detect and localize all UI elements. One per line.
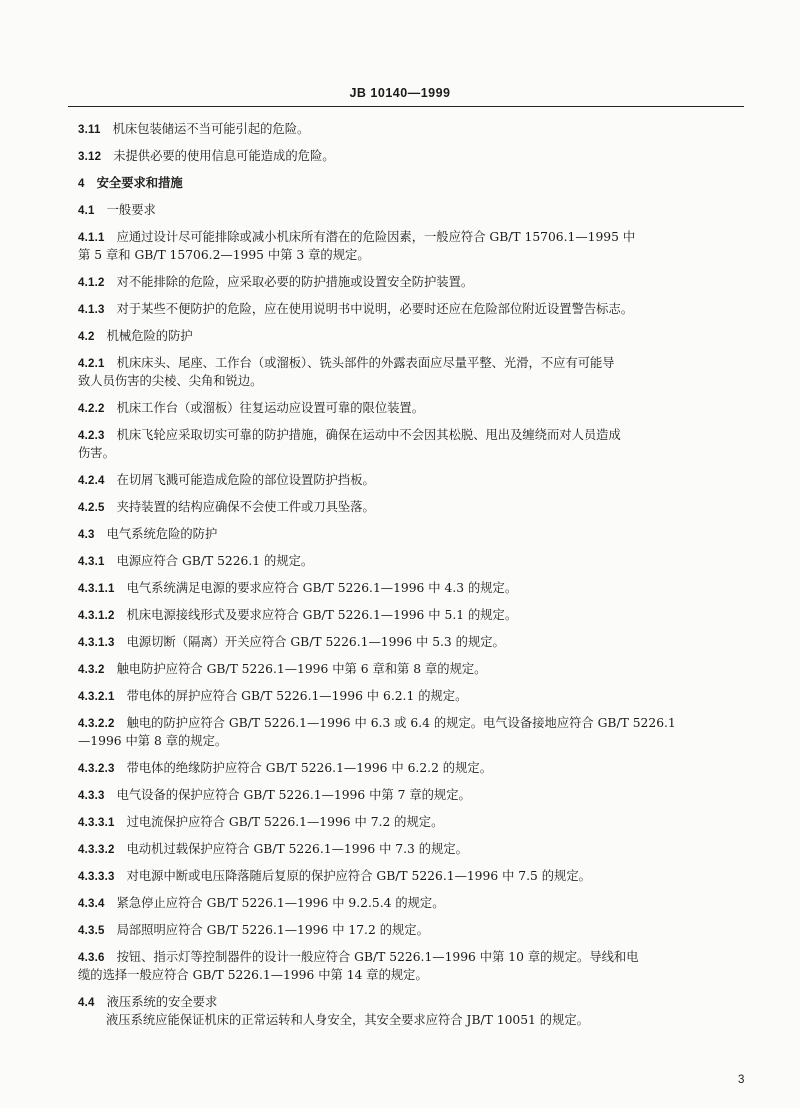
clause-text: 电气系统满足电源的要求应符合 GB/T 5226.1—1996 中 4.3 的规定。 [126,581,518,595]
clause-text: 对电源中断或电压降落随后复原的保护应符合 GB/T 5226.1—1996 中 7.5 的规定。 [126,869,591,883]
clause-text: 液压系统应能保证机床的正常运转和人身安全，其安全要求应符合 JB/T 10051 的规定。 [106,1013,589,1027]
clause-continuation [78,966,748,984]
clause-text: 第 5 章和 GB/T 15706.2—1995 中第 3 章的规定。 [78,248,370,262]
clause-text: 缆的选择一般应符合 GB/T 5226.1—1996 中第 14 章的规定。 [78,968,428,982]
clause-continuation [78,732,748,750]
clause-continuation [78,1011,748,1029]
clause-text: 对不能排除的危险，应采取必要的防护措施或设置安全防护装置。 [116,275,474,289]
clause-text: 伤害。 [78,446,115,460]
clause-text: —1996 中第 8 章的规定。 [78,734,228,748]
clause-text: 液压系统的安全要求 [106,995,218,1009]
clause-text: 带电体的屏护应符合 GB/T 5226.1—1996 中 6.2.1 的规定。 [126,689,468,703]
document-body [78,120,748,1038]
clause-number: 4.3.3.3 [78,871,115,883]
clause-number: 4 [78,178,85,190]
clause-line [78,786,748,813]
clause-text: 机床电源接线形式及要求应符合 GB/T 5226.1—1996 中 5.1 的规定。 [126,608,518,622]
clause-number: 4.2.5 [78,502,105,514]
clause-number: 4.2 [78,331,95,343]
clause-text: 机床飞轮应采取切实可靠的防护措施，确保在运动中不会因其松脱、甩出及缠绕而对人员造成 [116,428,621,442]
clause-text: 机床包装储运不当可能引起的危险。 [112,122,310,136]
clause-text: 致人员伤害的尖棱、尖角和锐边。 [78,374,263,388]
clause-text: 电气设备的保护应符合 GB/T 5226.1—1996 中第 7 章的规定。 [116,788,471,802]
clause-number: 4.2.3 [78,430,105,442]
clause-number: 4.1 [78,205,95,217]
clause-number: 4.1.2 [78,277,105,289]
header-rule [68,106,744,107]
clause-number: 4.3.1 [78,556,105,568]
clause-line [78,120,748,147]
clause-text: 带电体的绝缘防护应符合 GB/T 5226.1—1996 中 6.2.2 的规定。 [126,761,492,775]
clause-text: 对于某些不便防护的危险，应在使用说明书中说明，必要时还应在危险部位附近设置警告标志。 [116,302,634,316]
clause-line [78,759,748,786]
page-number: 3 [738,1074,745,1086]
clause-number: 4.2.4 [78,475,105,487]
document-code: JB 10140—1999 [349,86,451,100]
clause-number: 4.4 [78,997,95,1009]
clause-line [78,579,748,606]
clause-text: 电源应符合 GB/T 5226.1 的规定。 [116,554,314,568]
clause-number: 4.3.2.1 [78,691,115,703]
clause-text: 电气系统危险的防护 [106,527,218,541]
clause-text: 过电流保护应符合 GB/T 5226.1—1996 中 7.2 的规定。 [126,815,444,829]
clause-text: 局部照明应符合 GB/T 5226.1—1996 中 17.2 的规定。 [116,923,429,937]
clause-number: 4.3.2.2 [78,718,115,730]
clause-text: 在切屑飞溅可能造成危险的部位设置防护挡板。 [116,473,375,487]
clause-number: 4.3.2 [78,664,105,676]
clause-number: 4.3.1.1 [78,583,115,595]
clause-number: 4.3.3.2 [78,844,115,856]
clause-line [78,660,748,687]
clause-text: 机床工作台（或溜板）往复运动应设置可靠的限位装置。 [116,401,425,415]
clause-text: 未提供必要的使用信息可能造成的危险。 [113,149,335,163]
clause-line [78,921,748,948]
clause-number: 4.3.4 [78,898,105,910]
clause-line [78,399,748,426]
clause-line [78,606,748,633]
clause-line [78,525,748,552]
clause-number: 4.3.6 [78,952,105,964]
clause-text: 机械危险的防护 [106,329,193,343]
clause-number: 3.12 [78,151,102,163]
clause-line [78,174,748,201]
clause-number: 4.3 [78,529,95,541]
clause-line [78,894,748,921]
clause-line [78,687,748,714]
clause-line [78,147,748,174]
clause-text: 一般要求 [106,203,156,217]
clause-number: 4.3.1.2 [78,610,115,622]
clause-number: 4.2.2 [78,403,105,415]
clause-number: 4.2.1 [78,358,105,370]
clause-line [78,327,748,354]
clause-text: 按钮、指示灯等控制器件的设计一般应符合 GB/T 5226.1—1996 中第 10 章的规定。导线和电 [116,950,639,964]
clause-number: 4.3.3.1 [78,817,115,829]
clause-line [78,840,748,867]
clause-number: 4.3.3 [78,790,105,802]
clause-text: 电动机过载保护应符合 GB/T 5226.1—1996 中 7.3 的规定。 [126,842,468,856]
clause-text: 应通过设计尽可能排除或减小机床所有潜在的危险因素，一般应符合 GB/T 15706.1—1995 中 [116,230,636,244]
clause-number: 4.3.1.3 [78,637,115,649]
clause-line [78,867,748,894]
clause-continuation [78,246,748,264]
clause-line [78,300,748,327]
clause-text: 触电的防护应符合 GB/T 5226.1—1996 中 6.3 或 6.4 的规定。电气设备接地应符合 GB/T 5226.1 [126,716,676,730]
clause-number: 3.11 [78,124,101,136]
clause-continuation [78,444,748,462]
clause-line [78,273,748,300]
clause-text: 安全要求和措施 [96,175,183,190]
clause-line [78,201,748,228]
clause-text: 机床床头、尾座、工作台（或溜板）、铣头部件的外露表面应尽量平整、光滑，不应有可能导 [116,356,615,370]
clause-number: 4.1.3 [78,304,105,316]
clause-number: 4.3.2.3 [78,763,115,775]
clause-text: 夹持装置的结构应确保不会使工件或刀具坠落。 [116,500,375,514]
clause-continuation [78,372,748,390]
clause-line [78,552,748,579]
clause-number: 4.3.5 [78,925,105,937]
clause-line [78,813,748,840]
clause-line [78,633,748,660]
clause-line [78,471,748,498]
clause-text: 紧急停止应符合 GB/T 5226.1—1996 中 9.2.5.4 的规定。 [116,896,445,910]
clause-text: 触电防护应符合 GB/T 5226.1—1996 中第 6 章和第 8 章的规定。 [116,662,487,676]
clause-line [78,498,748,525]
clause-text: 电源切断（隔离）开关应符合 GB/T 5226.1—1996 中 5.3 的规定。 [126,635,505,649]
clause-number: 4.1.1 [78,232,105,244]
